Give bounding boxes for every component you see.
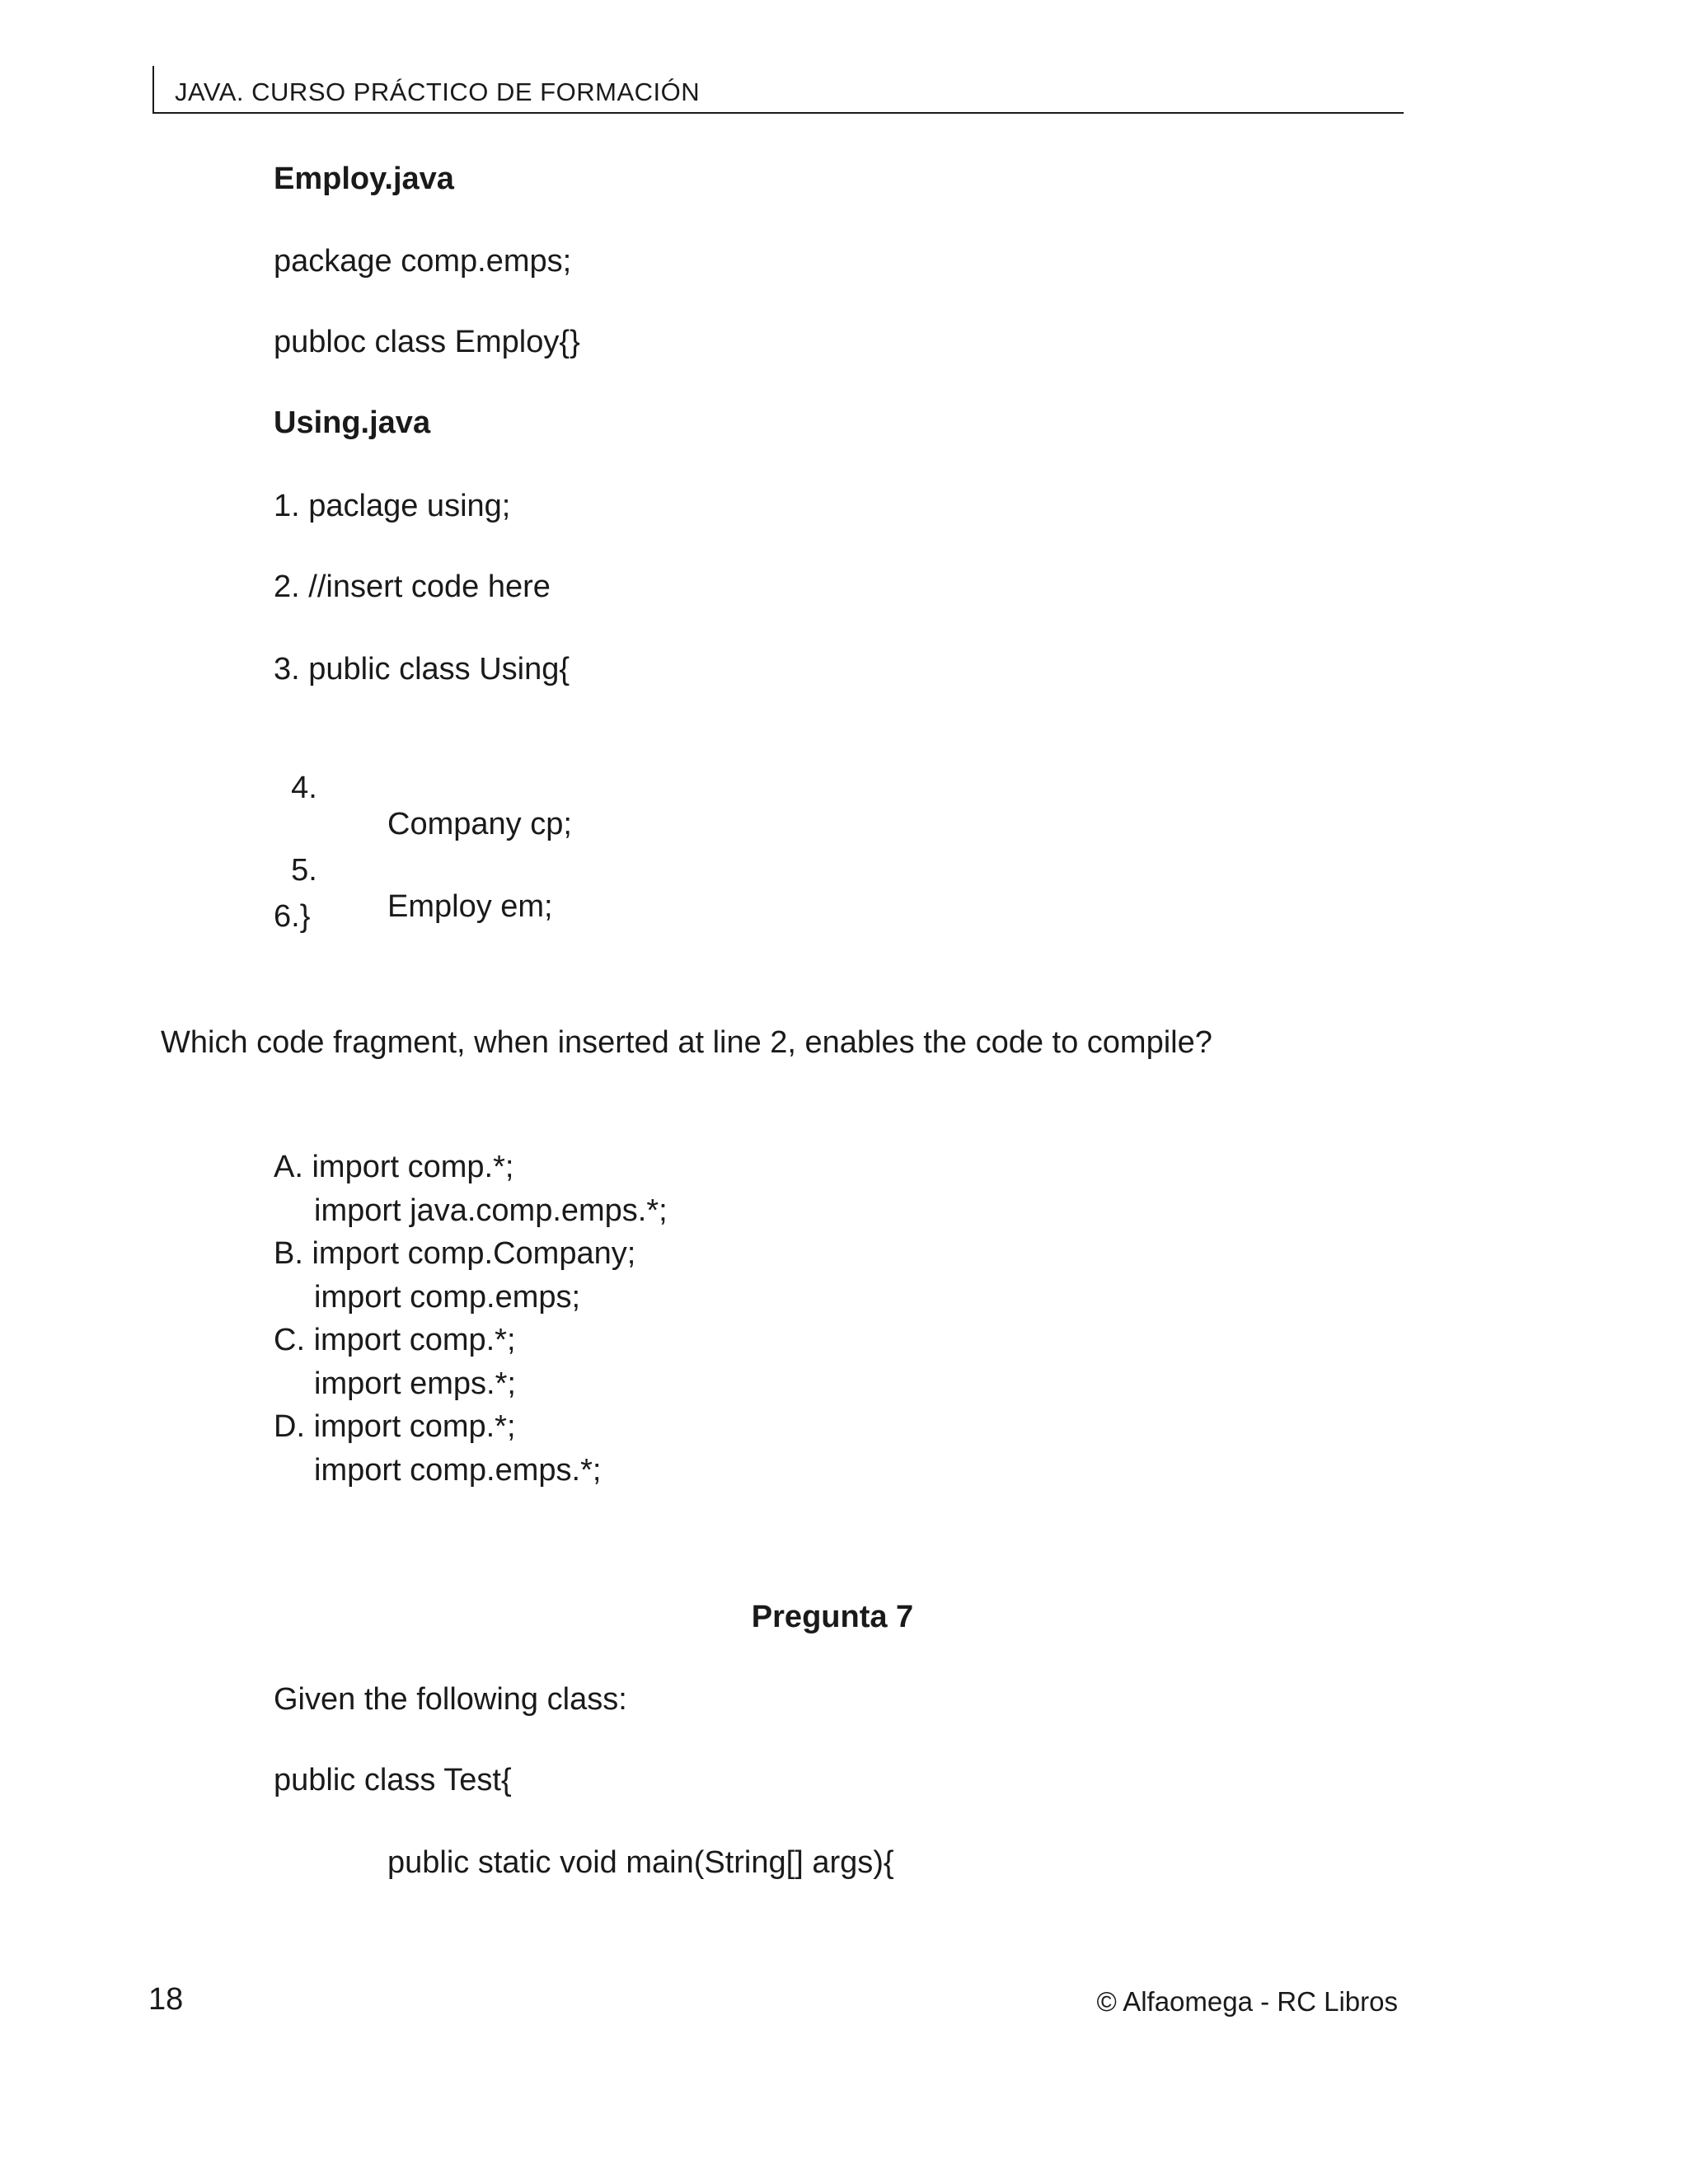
code-line-2 — [274, 569, 551, 605]
option-b-line-2: import comp.emps; — [314, 1279, 581, 1315]
page-number: 18 — [148, 1982, 184, 2017]
option-label: C. — [274, 1323, 305, 1357]
line-number: 4. — [291, 771, 317, 805]
line-text: Employ em; — [387, 889, 553, 924]
option-a — [274, 1146, 668, 1189]
code-class-line: publoc class Employ{} — [274, 325, 580, 359]
section-heading: Pregunta 7 — [751, 1600, 914, 1634]
option-c-line-2: import emps.*; — [314, 1366, 516, 1401]
code-line-6 — [274, 898, 310, 935]
option-label: D. — [274, 1409, 305, 1444]
option-label: B. — [274, 1236, 303, 1271]
line-text: } — [299, 899, 311, 934]
option-line-1: import comp.*; — [313, 1409, 516, 1444]
line-text: public class Using{ — [308, 652, 570, 687]
line-number: 3. — [274, 652, 300, 687]
line-text: paclage using; — [308, 489, 511, 523]
line-number: 6. — [274, 899, 300, 934]
code-class-test: public class Test{ — [274, 1763, 512, 1797]
line-text: //insert code here — [308, 569, 551, 604]
option-a-line-2: import java.comp.emps.*; — [314, 1193, 668, 1228]
option-line-1: import comp.*; — [313, 1323, 516, 1357]
option-d-line-2: import comp.emps.*; — [314, 1452, 602, 1488]
question-intro: Given the following class: — [274, 1682, 627, 1717]
question-text: Which code fragment, when inserted at line 2, enables the code to compile? — [161, 1025, 1212, 1060]
file-title-using: Using.java — [274, 405, 431, 440]
option-label: A. — [274, 1150, 303, 1184]
option-b — [274, 1232, 668, 1276]
option-d — [274, 1405, 668, 1449]
answer-options — [274, 1146, 668, 1492]
line-number: 5. — [291, 853, 317, 888]
line-text: Company cp; — [387, 807, 572, 841]
file-title-employ: Employ.java — [274, 162, 454, 196]
line-number: 1. — [274, 489, 300, 523]
running-title: JAVA. CURSO PRÁCTICO DE FORMACIÓN — [175, 77, 701, 106]
line-number: 2. — [274, 569, 300, 604]
code-package-line: package comp.emps; — [274, 244, 572, 279]
option-line-1: import comp.Company; — [312, 1236, 636, 1271]
code-line-1 — [274, 488, 510, 524]
footer-copyright: © Alfaomega - RC Libros — [1096, 1986, 1398, 2017]
option-line-1: import comp.*; — [312, 1150, 514, 1184]
option-c — [274, 1319, 668, 1362]
code-main-method: public static void main(String[] args){ — [387, 1845, 894, 1880]
code-line-3 — [274, 651, 570, 687]
running-header — [152, 66, 1404, 114]
